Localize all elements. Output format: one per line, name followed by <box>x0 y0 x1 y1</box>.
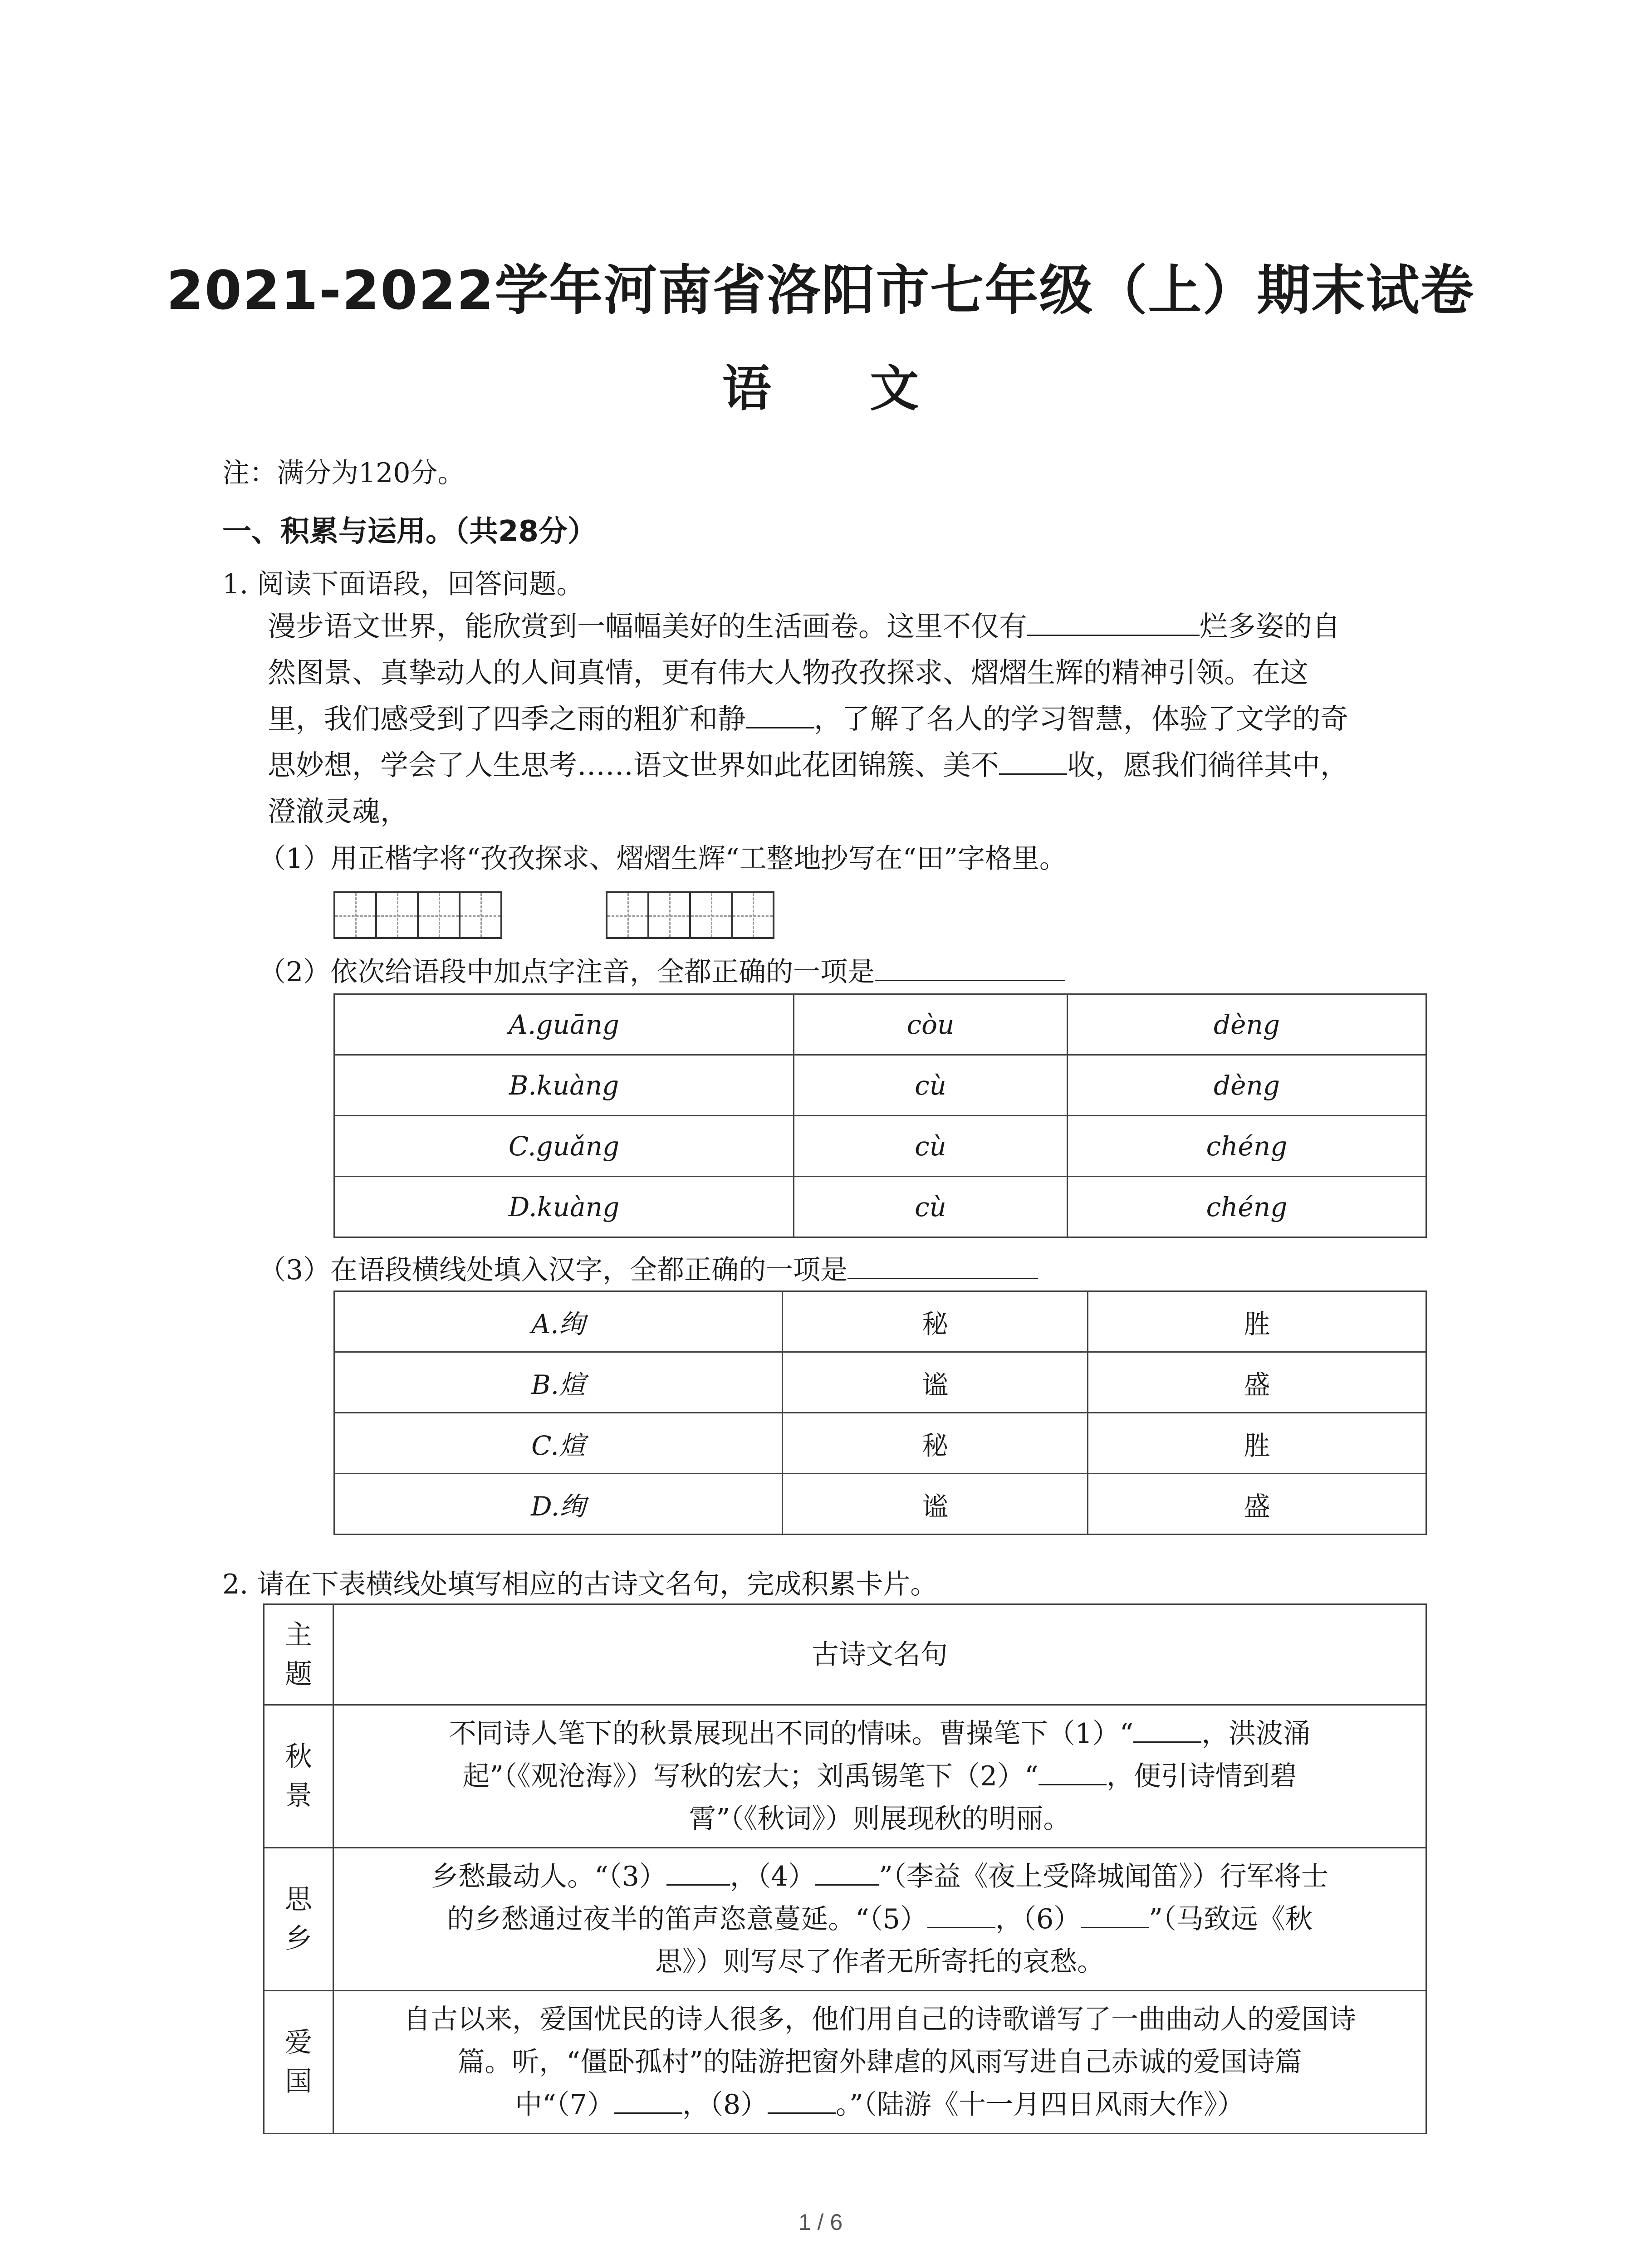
table-cell: A.guāng <box>334 994 794 1055</box>
page-number: 1 / 6 <box>798 2209 843 2235</box>
table-cell: 胜 <box>1088 1413 1426 1474</box>
table-cell: B.煊 <box>334 1352 783 1413</box>
blank[interactable] <box>614 2087 682 2114</box>
sub-question-2: （2）依次给语段中加点字注音，全都正确的一项是 <box>259 950 1065 989</box>
blank[interactable] <box>815 1859 879 1886</box>
page-title: 2021-2022学年河南省洛阳市七年级（上）期末试卷 <box>166 259 1475 322</box>
table-cell: A.绚 <box>334 1291 783 1352</box>
blank[interactable] <box>1038 1759 1107 1785</box>
table-cell: còu <box>794 994 1068 1055</box>
blank[interactable] <box>999 748 1067 775</box>
table-cell: C.煊 <box>334 1413 783 1474</box>
table-cell: C.guǎng <box>334 1116 794 1177</box>
table-cell: 盛 <box>1088 1352 1426 1413</box>
accumulation-card-table <box>263 1603 1427 2134</box>
blank[interactable] <box>847 1252 1038 1279</box>
blank[interactable] <box>746 702 814 728</box>
blank[interactable] <box>666 1859 730 1886</box>
table-cell: B.kuàng <box>334 1055 794 1116</box>
blank[interactable] <box>1027 609 1200 636</box>
theme-homesick: 思 乡 <box>264 1848 333 1991</box>
table-cell: 秘 <box>783 1413 1088 1474</box>
blank[interactable] <box>1133 1716 1201 1743</box>
blank[interactable] <box>1081 1901 1149 1928</box>
header-content: 古诗文名句 <box>333 1604 1426 1705</box>
table-cell: 胜 <box>1088 1291 1426 1352</box>
table-cell: cù <box>794 1116 1068 1177</box>
table-cell: D.kuàng <box>334 1177 794 1237</box>
table-cell: 谧 <box>783 1474 1088 1535</box>
theme-patriotism: 爱 国 <box>264 1991 333 2134</box>
subject-title: 语 文 <box>722 361 960 417</box>
table-cell: 盛 <box>1088 1474 1426 1535</box>
table-cell: cù <box>794 1177 1068 1237</box>
blank[interactable] <box>927 1901 995 1928</box>
sub-question-3: （3）在语段横线处填入汉字，全都正确的一项是 <box>259 1248 1038 1287</box>
character-options-table <box>333 1290 1427 1535</box>
blank[interactable] <box>768 2087 836 2114</box>
theme-autumn: 秋 景 <box>264 1705 333 1848</box>
table-cell: chéng <box>1068 1177 1426 1237</box>
table-cell: 秘 <box>783 1291 1088 1352</box>
table-cell: 谧 <box>783 1352 1088 1413</box>
pinyin-options-table <box>333 993 1427 1238</box>
row-autumn: 不同诗人笔下的秋景展现出不同的情味。曹操笔下（1）“ ，洪波涌 起”（《观沧海》）写秋的宏大；刘禹锡笔下（2）“ ，便引诗情到碧 霄”（《秋词》）则展现秋的明丽。 <box>333 1705 1426 1848</box>
header-theme: 主 题 <box>264 1604 333 1705</box>
row-homesick: 乡愁最动人。“（3） ，（4） ”（李益《夜上受降城闻笛》）行军将士 的乡愁通过夜半的笛声恣意蔓延。“（5） ，（6） ”（马致远《秋 思》）则写尽了作者无所寄托的哀愁。 <box>333 1848 1426 1991</box>
table-cell: cù <box>794 1055 1068 1116</box>
table-cell: dèng <box>1068 994 1426 1055</box>
blank[interactable] <box>875 954 1065 981</box>
question-1-stem: 1. 阅读下面语段，回答问题。 <box>222 568 584 600</box>
sub-question-1: （1）用正楷字将“孜孜探求、熠熠生辉“工整地抄写在“田”字格里。 <box>259 843 1067 875</box>
row-patriotism: 自古以来，爱国忧民的诗人很多，他们用自己的诗歌谱写了一曲曲动人的爱国诗 篇。听，“僵卧孤村”的陆游把窗外肆虐的风雨写进自己赤诚的爱国诗篇 中“（7） ，（8） 。”（陆游《十一月四日风雨大作》） <box>333 1991 1426 2134</box>
table-cell: D.绚 <box>334 1474 783 1535</box>
tian-grid-2[interactable] <box>606 891 773 939</box>
table-cell: chéng <box>1068 1116 1426 1177</box>
tian-grid-1[interactable] <box>333 891 500 939</box>
table-cell: dèng <box>1068 1055 1426 1116</box>
section-heading: 一、积累与运用。（共28分） <box>222 515 597 548</box>
question-2-stem: 2. 请在下表横线处填写相应的古诗文名句，完成积累卡片。 <box>222 1569 938 1600</box>
score-note: 注：满分为120分。 <box>222 457 465 489</box>
question-1-passage: 漫步语文世界，能欣赏到一幅幅美好的生活画卷。这里不仅有 烂多姿的自 然图景、真挚动人的人间真情，更有伟大人物孜孜探求、熠熠生辉的精神引领。在这 里，我们感受到了四季之雨的粗犷和静 ，了解了名人的学习智慧，体验了文学的奇 思妙想，学会了人生思考……语文世界如此花团锦簇、美不 收，愿我们徜徉其中， 澄澈灵魂， <box>268 610 1349 828</box>
